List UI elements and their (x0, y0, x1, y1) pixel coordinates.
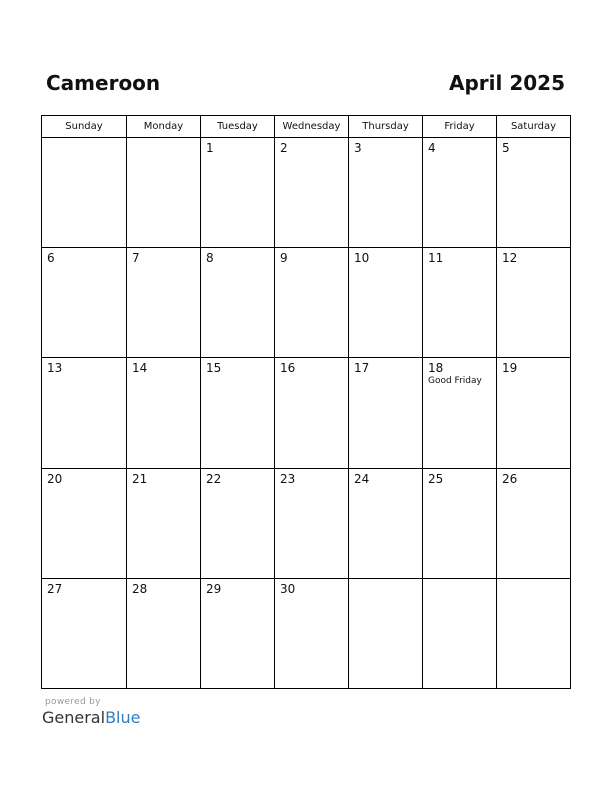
weekday-header: Monday (127, 116, 201, 137)
month-title: April 2025 (449, 71, 565, 95)
day-cell (497, 469, 570, 579)
weekday-header: Saturday (510, 121, 557, 132)
day-number: 27 (47, 582, 63, 596)
day-cell (127, 579, 201, 688)
day-number: 2 (280, 141, 288, 155)
brand-blue-text: Blue (105, 708, 141, 727)
day-number: 29 (206, 582, 222, 596)
powered-by-label: powered by (45, 697, 101, 707)
day-number: 10 (354, 251, 370, 265)
day-cell (42, 358, 127, 469)
day-number: 22 (206, 472, 222, 486)
day-number: 9 (280, 251, 288, 265)
day-number: 24 (354, 472, 370, 486)
day-number: 14 (132, 361, 148, 375)
day-cell (275, 138, 349, 248)
day-cell (42, 579, 127, 688)
day-cell (42, 469, 127, 579)
holiday-label: Good Friday (428, 376, 482, 386)
day-number: 20 (47, 472, 63, 486)
day-number: 19 (502, 361, 518, 375)
day-cell (201, 358, 275, 469)
day-number: 30 (280, 582, 296, 596)
day-number: 1 (206, 141, 214, 155)
day-number: 3 (354, 141, 362, 155)
weekday-header: Wednesday (275, 116, 349, 137)
weekday-header: Friday (423, 116, 497, 137)
day-cell (201, 248, 275, 358)
day-cell (127, 248, 201, 358)
day-cell (201, 579, 275, 688)
day-cell (127, 469, 201, 579)
day-cell (349, 469, 423, 579)
day-number: 16 (280, 361, 296, 375)
day-number: 28 (132, 582, 148, 596)
weekday-header: Sunday (42, 116, 127, 137)
day-cell (349, 579, 423, 688)
day-cell (423, 358, 497, 469)
day-number: 8 (206, 251, 214, 265)
day-cell (497, 138, 570, 248)
day-number: 6 (47, 251, 55, 265)
day-number: 4 (428, 141, 436, 155)
day-cell (201, 469, 275, 579)
day-number: 21 (132, 472, 148, 486)
day-cell (423, 248, 497, 358)
generalblue-logo (42, 708, 140, 727)
day-cell (497, 248, 570, 358)
day-number: 11 (428, 251, 444, 265)
day-cell (201, 138, 275, 248)
day-number: 7 (132, 251, 140, 265)
weekday-header: Tuesday (201, 116, 275, 137)
day-cell (423, 579, 497, 688)
day-number: 12 (502, 251, 518, 265)
day-cell (127, 138, 201, 248)
day-number: 17 (354, 361, 370, 375)
day-cell (275, 469, 349, 579)
day-number: 23 (280, 472, 296, 486)
weekday-header: Thursday (349, 116, 423, 137)
day-cell (275, 248, 349, 358)
day-cell (349, 138, 423, 248)
day-cell (275, 358, 349, 469)
day-number: 15 (206, 361, 222, 375)
day-cell (127, 358, 201, 469)
day-number: 13 (47, 361, 63, 375)
day-number: 5 (502, 141, 510, 155)
calendar-grid (41, 115, 571, 689)
country-title: Cameroon (46, 71, 161, 95)
day-number: 26 (502, 472, 518, 486)
brand-general-text: General (42, 708, 106, 727)
day-cell (497, 579, 570, 688)
day-number: 18 (428, 361, 444, 375)
day-cell (42, 248, 127, 358)
day-cell (497, 358, 570, 469)
day-cell (42, 138, 127, 248)
day-cell (349, 248, 423, 358)
day-cell (349, 358, 423, 469)
day-cell (423, 138, 497, 248)
day-cell (423, 469, 497, 579)
day-number: 25 (428, 472, 444, 486)
day-cell (275, 579, 349, 688)
